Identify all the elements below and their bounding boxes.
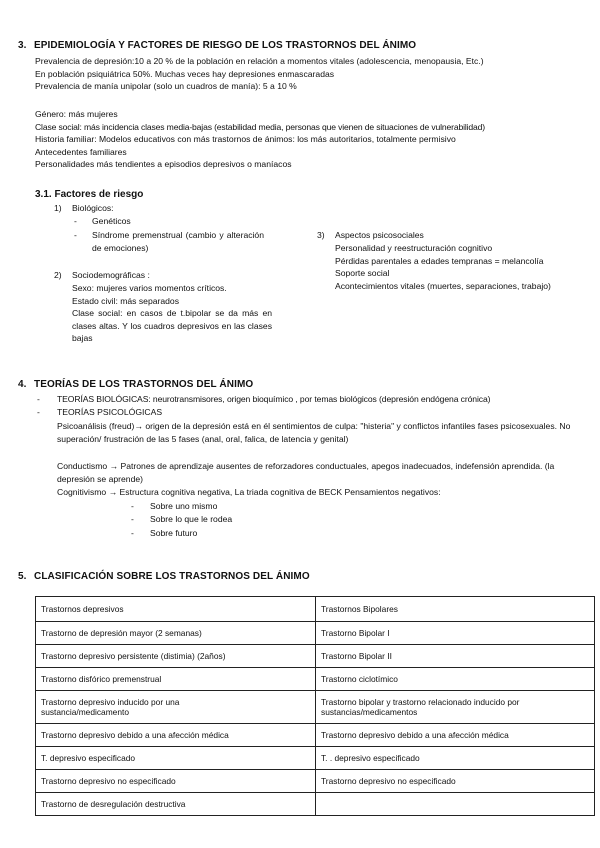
sociodemograficas-label: [54, 269, 150, 282]
table-cell: Trastornos Bipolares: [316, 597, 595, 622]
bullet-dash: -: [131, 501, 134, 511]
table-row: [36, 622, 595, 645]
section-3-factors: [35, 108, 590, 171]
section-3-number: 3.: [18, 40, 27, 51]
table-row: [36, 668, 595, 691]
text-line: Clase social: en casos de t.bipolar se da más en clases altas. Y los cuadros depresivos en las clases bajas: [72, 308, 272, 344]
conductismo: Conductismo → Patrones de aprendizaje ausentes de reforzadores conductuales, apegos inadecuados, indefensión aprendida. (la depresión se aprende): [57, 461, 555, 484]
psico-body: [335, 242, 576, 292]
table-cell: Trastorno Bipolar II: [316, 645, 595, 668]
psicoanalisis: Psicoanálisis (freud)→ origen de la depresión está en él sentimientos de culpa: "histeria" y conflictos infantiles fases psicosexuales. No superación/ frustración de las 5 fases (anal, oral, falica, de latencia y genital): [57, 421, 571, 444]
table-cell: T. . depresivo especificado: [316, 747, 595, 770]
text-line: Prevalencia de manía unipolar (solo un cuadros de manía): 5 a 10 %: [35, 81, 297, 92]
table-row: [36, 770, 595, 793]
text-line: Estado civil: más separados: [72, 295, 179, 306]
section-3-title: EPIDEMIOLOGÍA Y FACTORES DE RIESGO DE LOS TRASTORNOS DEL ÁNIMO: [34, 40, 417, 51]
text-line: Antecedentes familiares: [35, 146, 127, 157]
table-cell-text: Trastorno depresivo inducido por una sustancia/medicamento: [41, 696, 180, 717]
text-line: Pérdidas parentales a edades tempranas = melancolía: [335, 255, 544, 266]
table-cell: Trastorno depresivo debido a una afección médica: [36, 724, 316, 747]
text-line: Género: más mujeres: [35, 109, 118, 119]
triada-item: Sobre uno mismo: [150, 501, 218, 511]
section-4-heading: [18, 379, 253, 392]
teorias-biologicas: TEORÍAS BIOLÓGICAS: neurotransmisores, origen bioquímico , por temas biológicos (depresión endógena crónica): [57, 394, 491, 404]
text-line: Historia familiar: Modelos educativos con más trastornos de ánimos: los más autoritarios, totalmente permisivo: [35, 134, 456, 145]
table-cell: Trastorno disfórico premenstrual: [36, 668, 316, 691]
bullet-dash: -: [74, 216, 77, 226]
section-5-title: CLASIFICACIÓN SOBRE LOS TRASTORNOS DEL ÁNIMO: [34, 571, 310, 582]
table-row: [36, 597, 595, 622]
text-line: Personalidades más tendientes a episodios depresivos o maníacos: [35, 159, 292, 170]
table-cell: T. depresivo especificado: [36, 747, 316, 770]
table-cell: Trastorno depresivo debido a una afección médica: [316, 724, 595, 747]
text-line: Acontecimientos vitales (muertes, separaciones, trabajo): [335, 280, 551, 291]
list-label: Aspectos psicosociales: [335, 230, 424, 240]
cognitivismo: Cognitivismo → Estructura cognitiva negativa, La triada cognitiva de BECK Pensamientos negativos:: [57, 487, 441, 497]
text-line: En población psiquiátrica 50%. Muchas veces hay depresiones enmascaradas: [35, 68, 335, 79]
text-line: Prevalencia de depresión:10 a 20 % de la población en relación a momentos vitales (adolescencia, menopausia, Etc.): [35, 56, 484, 66]
section-4-title: TEORÍAS DE LOS TRASTORNOS DEL ÁNIMO: [34, 379, 254, 390]
bullet-dash: -: [131, 514, 134, 524]
text-line: Soporte social: [335, 268, 390, 279]
bullet-dash: -: [74, 230, 77, 240]
table-cell: [316, 793, 595, 816]
text-line: Personalidad y reestructuración cognitivo: [335, 243, 493, 253]
triada-item: Sobre lo que le rodea: [150, 514, 233, 524]
list-number: 2): [54, 270, 62, 280]
table-row: [36, 691, 595, 724]
table-cell: Trastorno de depresión mayor (2 semanas): [36, 622, 316, 645]
list-number: 1): [54, 203, 62, 213]
table-cell: Trastorno de desregulación destructiva: [36, 793, 316, 816]
bullet-dash: -: [37, 394, 40, 404]
table-row: [36, 747, 595, 770]
table-cell: Trastorno depresivo persistente (distimia) (2años): [36, 645, 316, 668]
section-3-body: [35, 55, 590, 93]
bullet-dash: -: [37, 407, 40, 417]
psicosociales-label: [317, 229, 424, 242]
bullet-dash: -: [131, 528, 134, 538]
section-4-number: 4.: [18, 379, 27, 390]
table-cell: [36, 691, 316, 724]
table-row: [36, 724, 595, 747]
biologicos-label: [54, 202, 114, 215]
bio-item: Genéticos: [92, 216, 131, 226]
table-cell: Trastorno ciclotímico: [316, 668, 595, 691]
list-label: Biológicos:: [72, 203, 114, 213]
socio-body: [72, 282, 272, 345]
section-3-heading: [18, 40, 416, 53]
table-cell: Trastornos depresivos: [36, 597, 316, 622]
section-5-heading: [18, 571, 310, 584]
classification-table: [35, 596, 595, 816]
triada-item: Sobre futuro: [150, 528, 198, 538]
section-3-1-heading: 3.1. Factores de riesgo: [35, 189, 144, 200]
list-number: 3): [317, 230, 325, 240]
teorias-psicologicas: TEORÍAS PSICOLÓGICAS: [57, 407, 163, 417]
text-line: Clase social: más incidencia clases media-bajas (estabilidad media, personas que vienen de situaciones de vulnerabilidad): [35, 121, 485, 132]
table-row: [36, 645, 595, 668]
text-line: Sexo: mujeres varios momentos críticos.: [72, 283, 227, 293]
section-5-number: 5.: [18, 571, 27, 582]
list-label: Sociodemográficas :: [72, 270, 150, 280]
table-cell: Trastorno bipolar y trastorno relacionado inducido por sustancias/medicamentos: [316, 691, 595, 724]
bio-item: Síndrome premenstrual (cambio y alteración de emociones): [92, 230, 264, 253]
table-cell: Trastorno Bipolar I: [316, 622, 595, 645]
table-row: [36, 793, 595, 816]
table-cell: Trastorno depresivo no especificado: [316, 770, 595, 793]
table-cell: Trastorno depresivo no especificado: [36, 770, 316, 793]
